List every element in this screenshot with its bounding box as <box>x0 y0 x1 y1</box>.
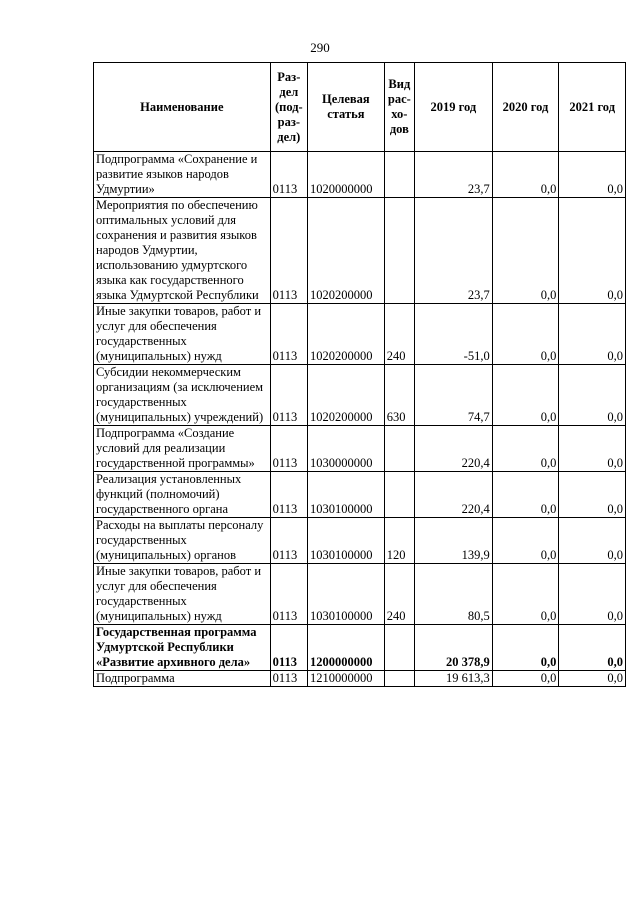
row-2021: 0,0 <box>559 564 626 625</box>
row-2021: 0,0 <box>559 671 626 687</box>
row-kind <box>384 472 414 518</box>
row-2019: -51,0 <box>415 304 493 365</box>
row-kind <box>384 198 414 304</box>
row-2021: 0,0 <box>559 518 626 564</box>
row-2021: 0,0 <box>559 198 626 304</box>
row-name: Иные закупки товаров, работ и услуг для обеспечения государственных (муниципальных) нужд <box>94 304 271 365</box>
row-target: 1210000000 <box>308 671 385 687</box>
row-2019: 74,7 <box>415 365 493 426</box>
row-2020: 0,0 <box>492 472 559 518</box>
row-kind: 240 <box>384 304 414 365</box>
row-name: Субсидии некоммерческим организациям (за исключением государственных (муниципальных) учреждений) <box>94 365 271 426</box>
row-target: 1030100000 <box>308 564 385 625</box>
row-section: 0113 <box>270 671 307 687</box>
row-2021: 0,0 <box>559 625 626 671</box>
table-row <box>94 671 626 687</box>
row-name: Подпрограмма «Сохранение и развитие языков народов Удмуртии» <box>94 152 271 198</box>
page-number: 290 <box>310 40 330 55</box>
budget-table <box>93 62 626 687</box>
row-kind: 120 <box>384 518 414 564</box>
row-2019: 80,5 <box>415 564 493 625</box>
row-2019: 19 613,3 <box>415 671 493 687</box>
table-row <box>94 365 626 426</box>
row-section: 0113 <box>270 426 307 472</box>
row-2019: 139,9 <box>415 518 493 564</box>
row-section: 0113 <box>270 304 307 365</box>
table-body <box>94 152 626 687</box>
header-section: Раз- дел (под- раз- дел) <box>270 63 307 152</box>
row-kind <box>384 426 414 472</box>
row-section: 0113 <box>270 198 307 304</box>
table-row <box>94 564 626 625</box>
row-2020: 0,0 <box>492 518 559 564</box>
table-row <box>94 472 626 518</box>
row-2021: 0,0 <box>559 304 626 365</box>
row-target: 1200000000 <box>308 625 385 671</box>
row-name: Государственная программа Удмуртской Республики «Развитие архивного дела» <box>94 625 271 671</box>
row-section: 0113 <box>270 625 307 671</box>
row-2020: 0,0 <box>492 365 559 426</box>
row-2021: 0,0 <box>559 365 626 426</box>
row-2020: 0,0 <box>492 304 559 365</box>
row-kind <box>384 625 414 671</box>
row-2021: 0,0 <box>559 152 626 198</box>
row-kind: 240 <box>384 564 414 625</box>
row-target: 1020000000 <box>308 152 385 198</box>
table-row <box>94 152 626 198</box>
row-2021: 0,0 <box>559 426 626 472</box>
row-section: 0113 <box>270 365 307 426</box>
row-section: 0113 <box>270 564 307 625</box>
row-2019: 23,7 <box>415 198 493 304</box>
header-2020: 2020 год <box>492 63 559 152</box>
row-target: 1030100000 <box>308 472 385 518</box>
row-section: 0113 <box>270 518 307 564</box>
table-row <box>94 518 626 564</box>
row-name: Расходы на выплаты персоналу государственных (муниципальных) органов <box>94 518 271 564</box>
row-target: 1020200000 <box>308 198 385 304</box>
row-target: 1020200000 <box>308 365 385 426</box>
row-target: 1030000000 <box>308 426 385 472</box>
row-target: 1030100000 <box>308 518 385 564</box>
row-kind <box>384 152 414 198</box>
row-2019: 23,7 <box>415 152 493 198</box>
row-2019: 220,4 <box>415 426 493 472</box>
table-row <box>94 426 626 472</box>
row-kind: 630 <box>384 365 414 426</box>
header-2019: 2019 год <box>415 63 493 152</box>
row-2021: 0,0 <box>559 472 626 518</box>
row-2020: 0,0 <box>492 671 559 687</box>
row-name: Подпрограмма <box>94 671 271 687</box>
table-row <box>94 625 626 671</box>
table-row <box>94 304 626 365</box>
row-name: Реализация установленных функций (полномочий) государственного органа <box>94 472 271 518</box>
row-2019: 20 378,9 <box>415 625 493 671</box>
header-target: Целевая статья <box>308 63 385 152</box>
row-2019: 220,4 <box>415 472 493 518</box>
row-target: 1020200000 <box>308 304 385 365</box>
row-kind <box>384 671 414 687</box>
table-row <box>94 198 626 304</box>
header-name: Наименование <box>94 63 271 152</box>
row-section: 0113 <box>270 472 307 518</box>
table-header-row <box>94 63 626 152</box>
row-section: 0113 <box>270 152 307 198</box>
row-name: Подпрограмма «Создание условий для реализации государственной программы» <box>94 426 271 472</box>
row-name: Мероприятия по обеспечению оптимальных условий для сохранения и развития языков народов Удмуртии, использованию удмуртского языка как государственного языка Удмуртской Республики <box>94 198 271 304</box>
header-2021: 2021 год <box>559 63 626 152</box>
row-2020: 0,0 <box>492 625 559 671</box>
row-name: Иные закупки товаров, работ и услуг для обеспечения государственных (муниципальных) нужд <box>94 564 271 625</box>
header-kind: Вид рас- хо- дов <box>384 63 414 152</box>
row-2020: 0,0 <box>492 152 559 198</box>
row-2020: 0,0 <box>492 426 559 472</box>
row-2020: 0,0 <box>492 198 559 304</box>
row-2020: 0,0 <box>492 564 559 625</box>
